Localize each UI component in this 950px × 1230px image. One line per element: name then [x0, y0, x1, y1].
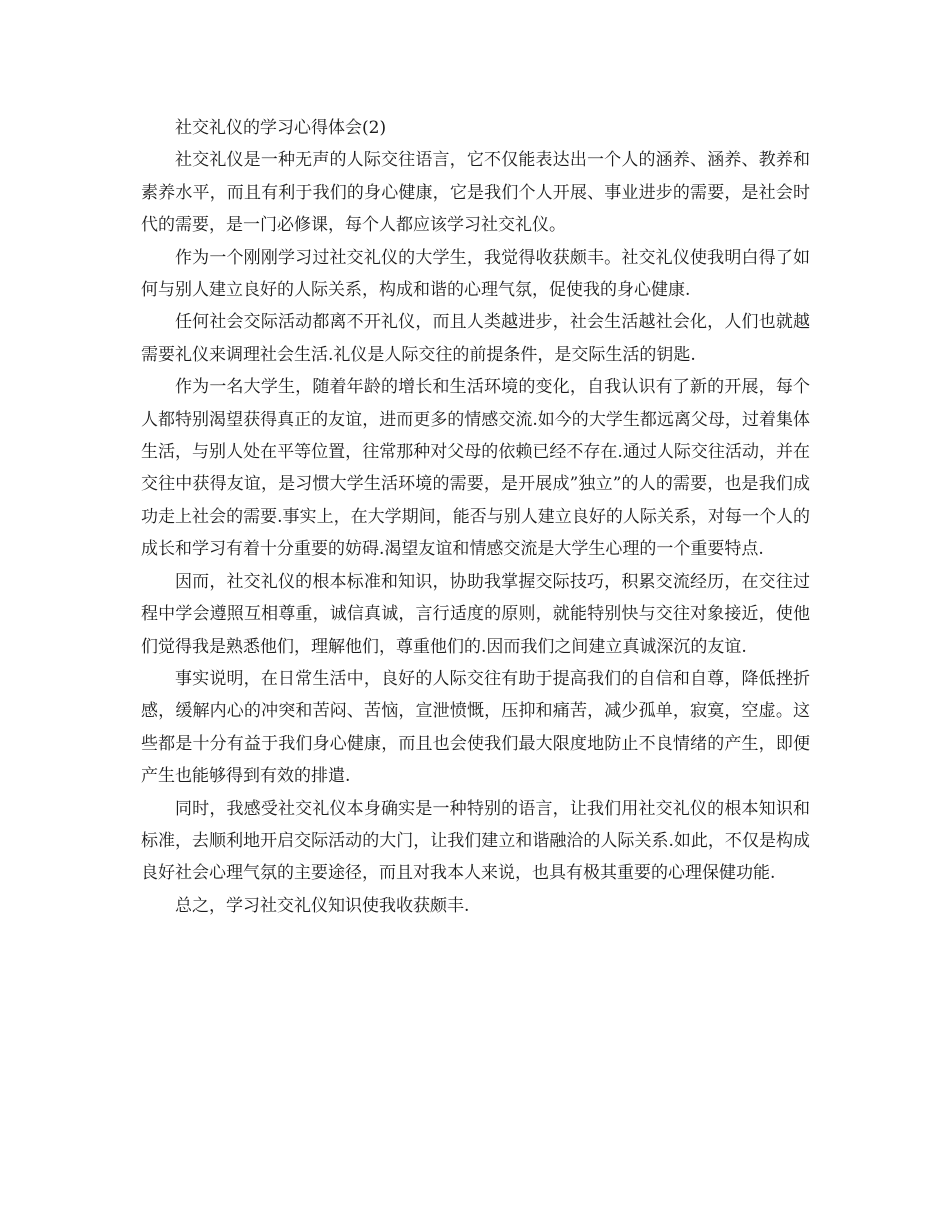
paragraph-conclusion: 总之，学习社交礼仪知识使我收获颇丰. [175, 895, 470, 916]
paragraph-intro: 社交礼仪是一种无声的人际交往语言，它不仅能表达出一个人的涵养、涵养、教养和素养水平，而且有利于我们的身心健康，它是我们个人开展、事业进步的需要，是社会时代的需要，是一门必修课，每个人都应该学习社交礼仪。 [141, 150, 810, 236]
document-title: 社交礼仪的学习心得体会(2) [175, 118, 387, 138]
paragraph-student-gain: 作为一个刚刚学习过社交礼仪的大学生，我觉得收获颇丰。社交礼仪使我明白得了如何与别人建立良好的人际关系，构成和谐的心理气氛，促使我的身心健康. [141, 247, 810, 301]
paragraph-facts: 事实说明，在日常生活中，良好的人际交往有助于提高我们的自信和自尊，降低挫折感，缓解内心的冲突和苦闷、苦恼，宣泄愤慨，压抑和痛苦，减少孤单，寂寞，空虚。这些都是十分有益于我们身心健康，而且也会使我们最大限度地防止不良情绪的产生，即便产生也能够得到有效的排遣. [141, 668, 810, 787]
paragraph-standards-knowledge: 因而，社交礼仪的根本标准和知识，协助我掌握交际技巧，积累交流经历，在交往过程中学会遵照互相尊重，诚信真诚，言行适度的原则，就能特别快与交往对象接近，使他们觉得我是熟悉他们，理解他们，尊重他们的.因而我们之间建立真诚深沉的友谊. [141, 571, 810, 657]
document-body [141, 112, 810, 922]
paragraph-social-activity: 任何社会交际活动都离不开礼仪，而且人类越进步，社会生活越社会化，人们也就越需要礼仪来调理社会生活.礼仪是人际交往的前提条件，是交际生活的钥匙. [141, 312, 810, 365]
paragraph-college-life: 作为一名大学生，随着年龄的增长和生活环境的变化，自我认识有了新的开展，每个人都特别渴望获得真正的友谊，进而更多的情感交流.如今的大学生都远离父母，过着集体生活，与别人处在平等位置，往常那种对父母的依赖已经不存在.通过人际交往活动，并在交往中获得友谊，是习惯大学生活环境的需要，是开展成”独立”的人的需要，也是我们成功走上社会的需要.事实上，在大学期间，能否与别人建立良好的人际关系，对每一个人的成长和学习有着十分重要的妨碍.渴望友谊和情感交流是大学生心理的一个重要特点. [141, 377, 810, 560]
paragraph-special-language: 同时，我感受社交礼仪本身确实是一种特别的语言，让我们用社交礼仪的根本知识和标准，去顺利地开启交际活动的大门，让我们建立和谐融洽的人际关系.如此，不仅是构成良好社会心理气氛的主要途径，而且对我本人来说，也具有极其重要的心理保健功能. [141, 798, 810, 884]
